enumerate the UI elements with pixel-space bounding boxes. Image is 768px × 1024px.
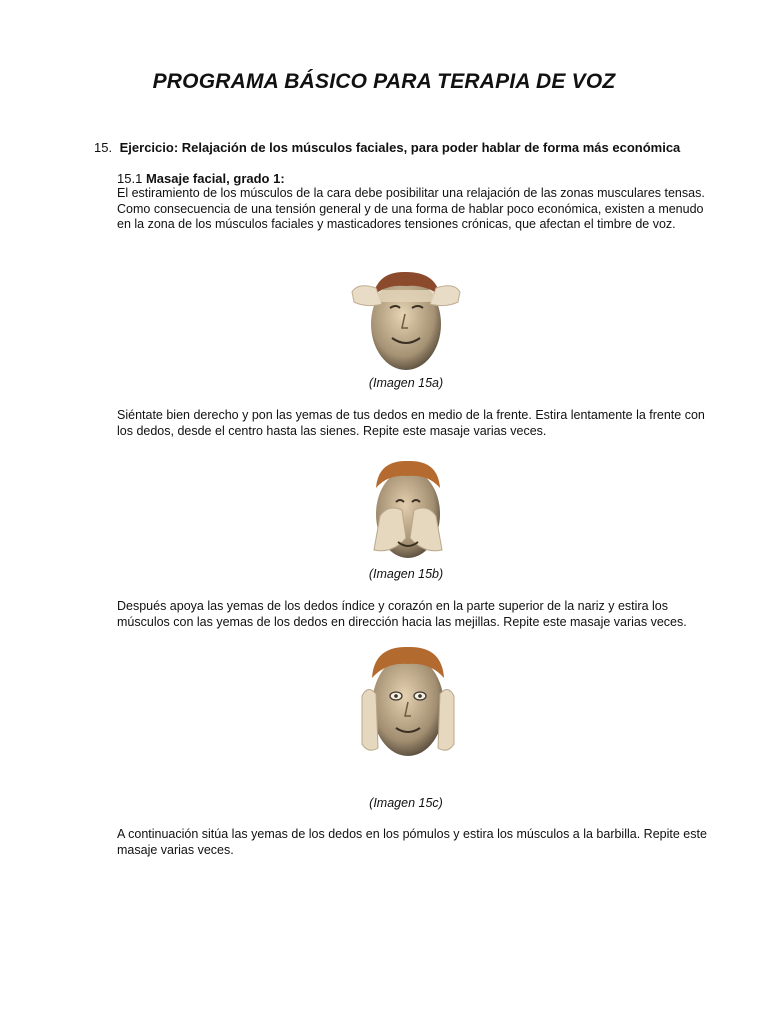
face-cheek-massage-icon [358,644,458,762]
exercise-title: Ejercicio: Relajación de los músculos faciales, para poder hablar de forma más económica [119,140,681,155]
exercise-heading [94,140,714,155]
figure-caption-15b: (Imagen 15b) [368,567,444,581]
section-number: 15.1 [117,171,143,186]
figure-caption-15a: (Imagen 15a) [368,376,444,390]
section-heading [117,171,707,186]
section-title: Masaje facial, grado 1: [145,171,285,186]
page-title: PROGRAMA BÁSICO PARA TERAPIA DE VOZ [152,70,616,93]
face-forehead-massage-icon [348,266,464,374]
figure-text-15a: Siéntate bien derecho y pon las yemas de tus dedos en medio de la frente. Estira lentamente la frente con los dedos, desde el centro hasta las sienes. Repite este masaje varias veces. [117,408,705,438]
section-intro: El estiramiento de los músculos de la cara debe posibilitar una relajación de las zonas musculares tensas. Como consecuencia de una tensión general y de una forma de hablar poco económica, existen a menudo en la zona de los músculos faciales y masticadores tensiones crónicas, que afectan el timbre de voz. [117,186,705,231]
figure-caption-15c: (Imagen 15c) [369,796,443,810]
face-nose-massage-icon [366,458,450,562]
exercise-number: 15. [94,140,113,155]
figure-text-15b: Después apoya las yemas de los dedos índice y corazón en la parte superior de la nariz y estira los músculos con las yemas de los dedos en dirección hacia las mejillas. Repite este masaje varias veces. [117,599,687,629]
figure-text-15c: A continuación sitúa las yemas de los dedos en los pómulos y estira los músculos a la barbilla. Repite este masaje varias veces. [117,827,707,857]
